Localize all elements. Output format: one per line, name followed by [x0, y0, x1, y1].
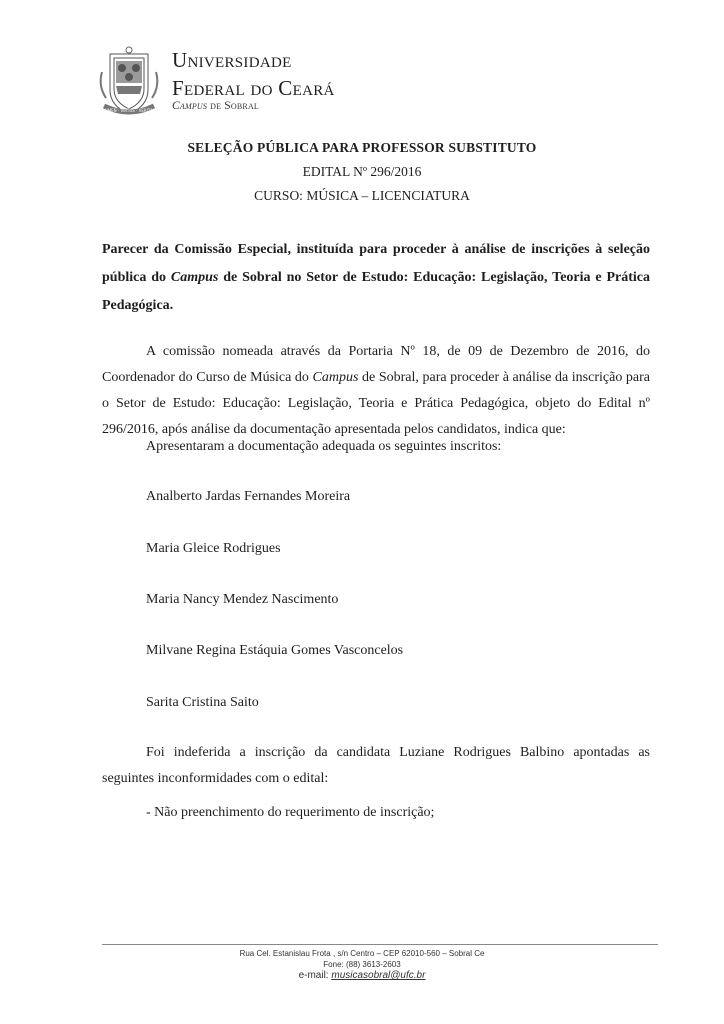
university-name-line2: Federal do Ceará — [172, 76, 335, 100]
candidate-name: Analberto Jardas Fernandes Moreira — [146, 489, 351, 504]
footer-email-link[interactable]: musicasobral@ufc.br — [331, 970, 426, 981]
nonconformity-item: - Não preenchimento do requerimento de inscrição; — [146, 805, 435, 820]
candidate-name: Milvane Regina Estáquia Gomes Vasconcelos — [146, 643, 404, 658]
candidate-name: Maria Nancy Mendez Nascimento — [146, 592, 339, 607]
parecer-campus-word: Campus — [170, 270, 219, 285]
course-name: CURSO: MÚSICA – LICENCIATURA — [254, 188, 470, 203]
rejected-candidate-paragraph: Foi indeferida a inscrição da candidata Luziane Rodrigues Balbino apontadas as seguintes inconformidades com o edital: — [102, 745, 650, 786]
footer-email-label: e-mail: — [298, 970, 332, 981]
parecer-text-1: Parecer da Comissão Especial, instituída para proceder à análise de inscrições à seleção pública do — [102, 242, 650, 285]
footer-email-line — [0, 970, 724, 981]
parecer-text-2: de Sobral no Setor de Estudo: Educação: Legislação, Teoria e Prática Pedagógica. — [102, 270, 650, 313]
edital-number: EDITAL Nº 296/2016 — [302, 164, 422, 179]
campus-word: Campus — [172, 100, 208, 112]
candidate-name: Maria Gleice Rodrigues — [146, 541, 281, 556]
presented-intro: Apresentaram a documentação adequada os seguintes inscritos: — [146, 439, 502, 454]
candidate-name: Sarita Cristina Saito — [146, 695, 259, 710]
seal-motto: LUMEN · VIRTUS · VERITAS — [102, 108, 156, 113]
commission-paragraph — [102, 339, 650, 443]
footer-divider — [102, 944, 658, 945]
commission-text-2: de Sobral, para proceder à análise da inscrição para o Setor de Estudo: Educação: Legislação, Teoria e Prática Pedagógica, objeto do Edital nº 296/2016, após análise da documentação apresentada pelos candidatos, indica que: — [102, 370, 651, 437]
university-seal-logo — [96, 46, 162, 120]
selection-title: SELEÇÃO PÚBLICA PARA PROFESSOR SUBSTITUTO — [187, 140, 537, 155]
parecer-paragraph — [102, 236, 650, 320]
campus-label — [172, 100, 259, 112]
university-name-line1: Universidade — [172, 48, 292, 72]
university-name — [172, 46, 335, 102]
footer-phone: Fone: (88) 3613-2603 — [323, 960, 401, 969]
footer-address: Rua Cel. Estanislau Frota , s/n Centro – CEP 62010-560 – Sobral Ce — [239, 949, 485, 958]
campus-rest: de Sobral — [207, 100, 260, 112]
commission-text-1: A comissão nomeada através da Portaria Nº 18, de 09 de Dezembro de 2016, do Coordenador do Curso de Música do — [102, 344, 650, 385]
commission-campus-word: Campus — [312, 370, 359, 385]
